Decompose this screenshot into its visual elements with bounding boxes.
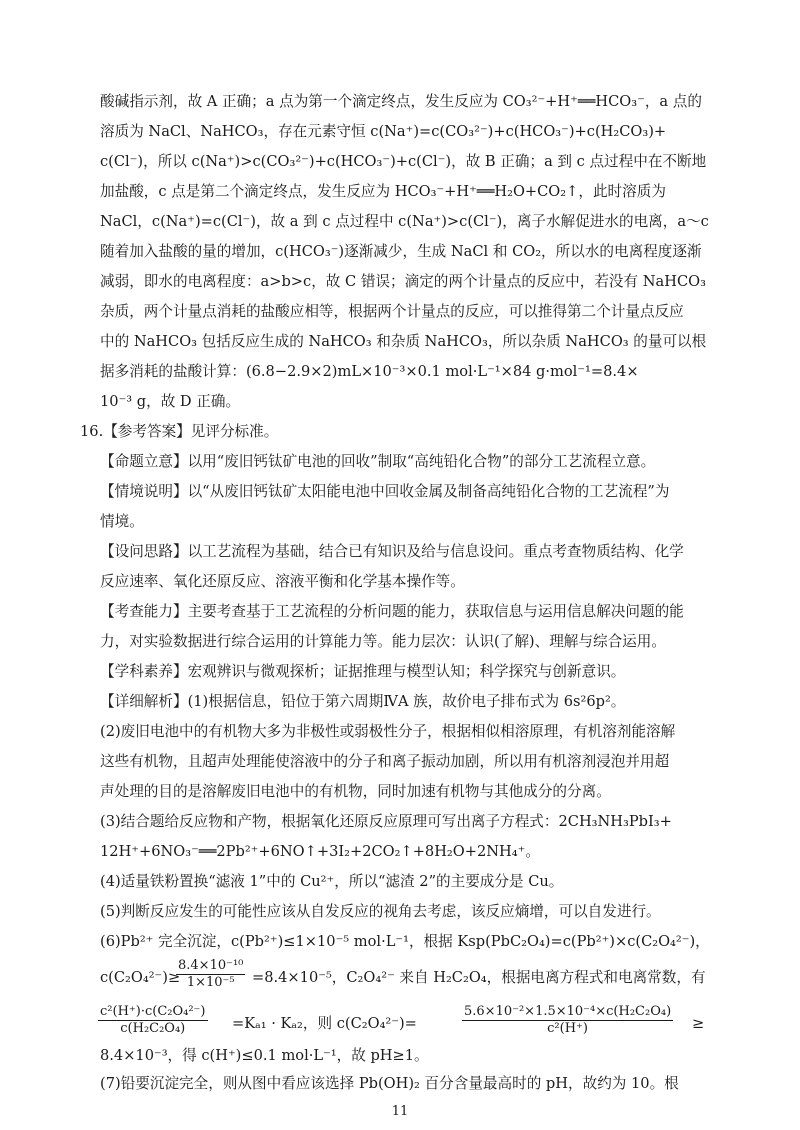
fraction-denominator: c(H₂C₂O₄) — [120, 1021, 186, 1036]
equation-text: =8.4×10⁻⁵，C₂O₄²⁻ 来自 H₂C₂O₄，根据电离方程式和电离常数，有 — [252, 969, 706, 986]
text-line: 声处理的目的是溶解废旧电池中的有机物，同时加速有机物与其他成分的分离。 — [100, 783, 611, 800]
section-line: 【考查能力】主要考查基于工艺流程的分析问题的能力，获取信息与运用信息解决问题的能 — [100, 603, 684, 620]
text-line: NaCl，c(Na⁺)=c(Cl⁻)，故 a 到 c 点过程中 c(Na⁺)>c(Cl⁻)，离子水解促进水的电离，a～c — [100, 213, 709, 230]
text-line: (4)适量铁粉置换“滤液 1”中的 Cu²⁺，所以“滤渣 2”的主要成分是 Cu。 — [100, 873, 564, 890]
text-line: 力，对实验数据进行综合运用的计算能力等。能力层次：认识(了解)、理解与综合运用。 — [100, 633, 666, 650]
text-line: 10⁻³ g，故 D 正确。 — [100, 393, 241, 410]
section-line: 【设问思路】以工艺流程为基础，结合已有知识及给与信息设问。重点考查物质结构、化学 — [100, 543, 684, 560]
text-line: 这些有机物，且超声处理能使溶液中的分子和离子振动加剧，所以用有机溶剂浸泡并用超 — [100, 753, 670, 770]
fraction-denominator: c²(H⁺) — [547, 1021, 588, 1036]
text-line: 溶质为 NaCl、NaHCO₃，存在元素守恒 c(Na⁺)=c(CO₃²⁻)+c(HCO₃⁻)+c(H₂CO₃)+ — [100, 123, 667, 140]
text-line: 中的 NaHCO₃ 包括反应生成的 NaHCO₃ 和杂质 NaHCO₃，所以杂质 NaHCO₃ 的量可以根 — [100, 333, 707, 350]
fraction-numerator: c²(H⁺)·c(C₂O₄²⁻) — [100, 1004, 206, 1019]
section-line: 【情境说明】以“从废旧钙钛矿太阳能电池中回收金属及制备高纯铅化合物的工艺流程”为 — [100, 483, 670, 500]
fraction — [462, 1004, 673, 1037]
fraction-denominator: 1×10⁻⁵ — [186, 975, 235, 990]
fraction-numerator: 8.4×10⁻¹⁰ — [178, 958, 244, 973]
text-line: 加盐酸，c 点是第二个滴定终点，发生反应为 HCO₃⁻+H⁺══H₂O+CO₂↑，此时溶质为 — [100, 183, 666, 200]
fraction-numerator: 5.6×10⁻²×1.5×10⁻⁴×c(H₂C₂O₄) — [464, 1004, 672, 1019]
section-line: 【详细解析】(1)根据信息，铅位于第六周期ⅣA 族，故价电子排布式为 6s²6p²。 — [100, 693, 626, 710]
text-line: 随着加入盐酸的量的增加，c(HCO₃⁻)逐渐减少，生成 NaCl 和 CO₂，所以水的电离程度逐渐 — [100, 243, 702, 260]
section-line: 【命题立意】以用“废旧钙钛矿电池的回收”制取“高纯铅化合物”的部分工艺流程立意。 — [100, 453, 656, 470]
equation-text: c(C₂O₄²⁻)≥ — [100, 969, 181, 986]
text-line: (3)结合题给反应物和产物，根据氧化还原反应原理可写出离子方程式：2CH₃NH₃PbI₃+ — [100, 813, 672, 830]
text-line: 杂质，两个计量点消耗的盐酸应相等，根据两个计量点的反应，可以推得第二个计量点反应 — [100, 303, 684, 320]
equation-text: ≥ — [692, 1015, 705, 1032]
text-line: (7)铅要沉淀完全，则从图中看应该选择 Pb(OH)₂ 百分含量最高时的 pH，故约为 10。根 — [100, 1075, 679, 1092]
text-line: (5)判断反应发生的可能性应该从自发反应的视角去考虑，该反应熵增，可以自发进行。 — [100, 903, 661, 920]
fraction — [98, 1004, 208, 1037]
text-line: (2)废旧电池中的有机物大多为非极性或弱极性分子，根据相似相溶原理，有机溶剂能溶解 — [100, 723, 676, 740]
text-line: 情境。 — [100, 513, 144, 530]
question-heading: 16.【参考答案】见评分标准。 — [80, 423, 279, 440]
section-line: 【学科素养】宏观辨识与微观探析；证据推理与模型认知；科学探究与创新意识。 — [100, 663, 626, 680]
text-line: 据多消耗的盐酸计算：(6.8−2.9×2)mL×10⁻³×0.1 mol·L⁻¹×84 g·mol⁻¹=8.4× — [100, 363, 639, 380]
text-line: 酸碱指示剂，故 A 正确；a 点为第一个滴定终点，发生反应为 CO₃²⁻+H⁺══HCO₃⁻，a 点的 — [100, 93, 702, 110]
text-line: 反应速率、氧化还原反应、溶液平衡和化学基本操作等。 — [100, 573, 465, 590]
text-line: 12H⁺+6NO₃⁻══2Pb²⁺+6NO↑+3I₂+2CO₂↑+8H₂O+2NH₄⁺。 — [100, 843, 540, 860]
text-line: 8.4×10⁻³，得 c(H⁺)≤0.1 mol·L⁻¹，故 pH≥1。 — [100, 1047, 429, 1064]
fraction — [176, 958, 245, 991]
equation-text: =Kₐ₁ · Kₐ₂，则 c(C₂O₄²⁻)= — [232, 1015, 417, 1032]
text-line: (6)Pb²⁺ 完全沉淀，c(Pb²⁺)≤1×10⁻⁵ mol·L⁻¹，根据 Ksp(PbC₂O₄)=c(Pb²⁺)×c(C₂O₄²⁻)， — [100, 933, 710, 950]
text-line: c(Cl⁻)，所以 c(Na⁺)>c(CO₃²⁻)+c(HCO₃⁻)+c(Cl⁻)，故 B 正确；a 到 c 点过程中在不断地 — [100, 153, 707, 170]
page-number: 11 — [391, 1104, 409, 1119]
text-line: 减弱，即水的电离程度：a>b>c，故 C 错误；滴定的两个计量点的反应中，若没有 NaHCO₃ — [100, 273, 706, 290]
